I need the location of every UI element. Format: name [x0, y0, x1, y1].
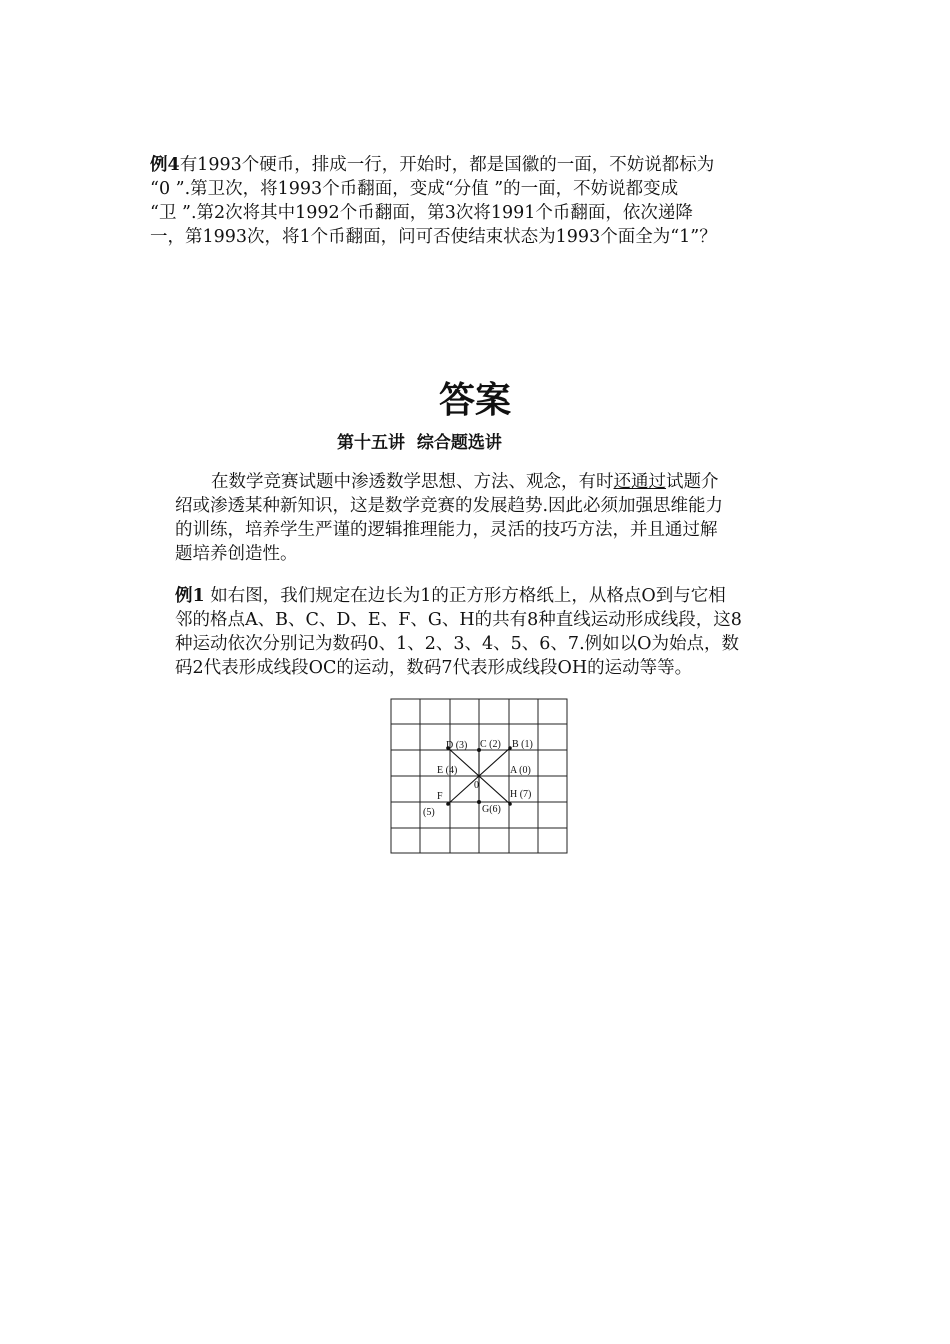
- example-1-line-3: 种运动依次分别记为数码0、1、2、3、4、5、6、7.例如以O为始点，数: [175, 634, 739, 654]
- label-a: A (0): [510, 765, 531, 776]
- label-h: H (7): [510, 789, 532, 800]
- label-b: B (1): [512, 739, 533, 750]
- label-c: C (2): [480, 739, 501, 750]
- underlined-text: 还通过: [613, 472, 666, 492]
- example-4-line-2: “0 ”.第卫次，将1993个币翻面，变成“分值 ”的一面，不妨说都变成: [150, 179, 679, 199]
- point-g-marker: [477, 800, 481, 804]
- intro-line-1: 在数学竞赛试题中渗透数学思想、方法、观念，有时还通过试题介: [211, 472, 719, 492]
- example-1: [175, 584, 775, 680]
- grid-diagram: [390, 698, 568, 854]
- label-f-code: (5): [423, 807, 435, 818]
- answer-title: 答案: [438, 380, 511, 421]
- label-f: F: [437, 791, 443, 802]
- intro-paragraph: [175, 470, 775, 566]
- intro-line-2: 绍或渗透某种新知识，这是数学竞赛的发展趋势.因此必须加强思维能力: [175, 496, 724, 516]
- lecture-title: 第十五讲 综合题选讲: [337, 433, 502, 453]
- label-d: D (3): [446, 740, 468, 751]
- label-o: 0: [474, 780, 479, 791]
- point-h-marker: [508, 802, 512, 806]
- grid-figure: [390, 698, 568, 854]
- example-1-line-1: 例1 如右图，我们规定在边长为1的正方形方格纸上，从格点O到与它相: [175, 586, 726, 606]
- example-4-line-1: 例4有1993个硬币，排成一行，开始时，都是国徽的一面，不妨说都标为: [150, 155, 715, 175]
- example-1-line-4: 码2代表形成线段OC的运动，数码7代表形成线段OH的运动等等。: [175, 658, 693, 678]
- example-1-line-2: 邻的格点A、B、C、D、E、F、G、H的共有8种直线运动形成线段，这8: [175, 610, 742, 630]
- label-g: G(6): [482, 804, 501, 815]
- intro-line-4: 题培养创造性。: [175, 544, 298, 564]
- example-1-label: 例1: [175, 586, 205, 606]
- example-4-line-4: 一，第1993次，将1个币翻面，问可否使结束状态为1993个面全为“1”？: [150, 227, 717, 247]
- example-4-line-3: “卫 ”.第2次将其中1992个币翻面，第3次将1991个币翻面，依次递降: [150, 203, 693, 223]
- label-e: E (4): [437, 765, 458, 776]
- point-f-marker: [446, 802, 450, 806]
- example-4-label: 例4: [150, 155, 180, 175]
- intro-line-3: 的训练，培养学生严谨的逻辑推理能力，灵活的技巧方法，并且通过解: [175, 520, 718, 540]
- example-4: [150, 153, 770, 249]
